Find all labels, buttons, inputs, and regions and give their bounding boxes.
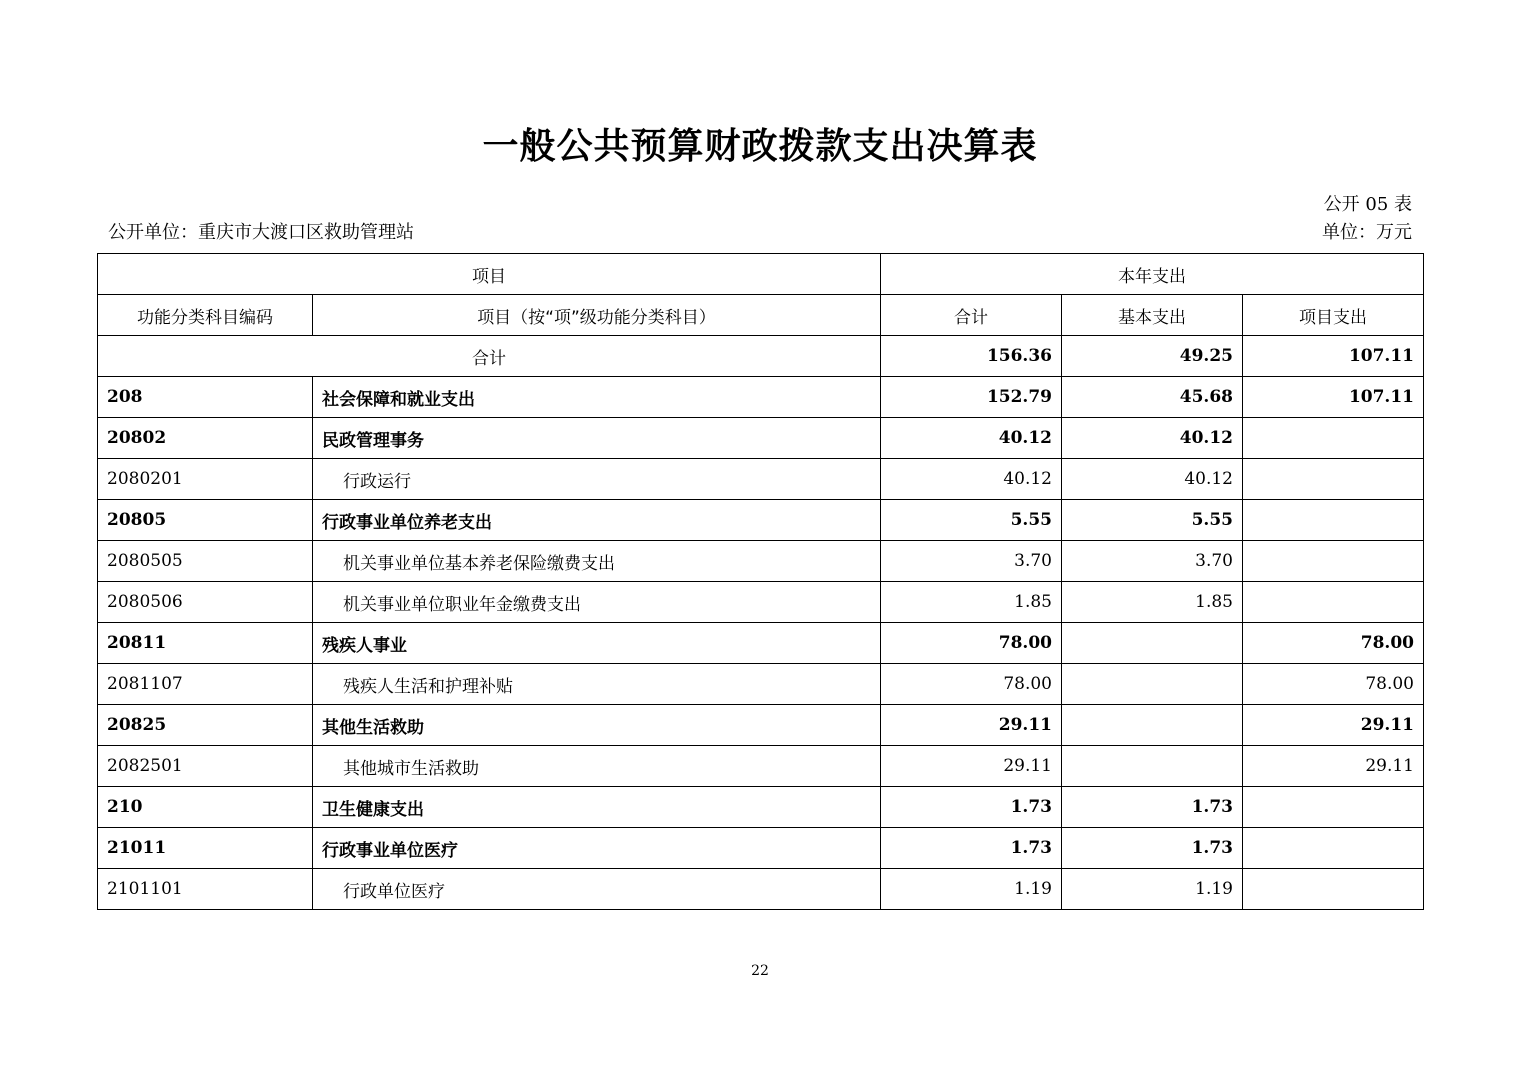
header-name: 项目（按“项”级功能分类科目） [313, 295, 881, 336]
page-title: 一般公共预算财政拨款支出决算表 [482, 126, 1038, 167]
row-code: 2080505 [98, 541, 313, 582]
row-basic: 1.85 [1062, 582, 1243, 623]
table-row [98, 705, 1424, 746]
row-total: 1.73 [881, 828, 1062, 869]
table-row [98, 541, 1424, 582]
table-row [98, 746, 1424, 787]
row-name: 行政事业单位医疗 [313, 828, 881, 869]
row-project: 29.11 [1243, 705, 1424, 746]
row-basic: 1.19 [1062, 869, 1243, 910]
table-row [98, 418, 1424, 459]
row-total: 1.19 [881, 869, 1062, 910]
total-basic: 49.25 [1062, 336, 1243, 377]
row-basic: 5.55 [1062, 500, 1243, 541]
row-total: 78.00 [881, 664, 1062, 705]
row-code: 2082501 [98, 746, 313, 787]
table-row [98, 500, 1424, 541]
row-project: 78.00 [1243, 623, 1424, 664]
row-total: 1.85 [881, 582, 1062, 623]
row-name: 残疾人事业 [313, 623, 881, 664]
row-project [1243, 787, 1424, 828]
header-basic: 基本支出 [1062, 295, 1243, 336]
budget-table [97, 253, 1424, 910]
row-name: 卫生健康支出 [313, 787, 881, 828]
header-item: 项目 [98, 254, 881, 295]
header-row-1 [98, 254, 1424, 295]
row-name: 行政单位医疗 [313, 869, 881, 910]
row-project [1243, 500, 1424, 541]
row-project [1243, 459, 1424, 500]
row-total: 40.12 [881, 459, 1062, 500]
page-number: 22 [751, 963, 769, 979]
table-row [98, 787, 1424, 828]
row-name: 社会保障和就业支出 [313, 377, 881, 418]
row-name: 行政运行 [313, 459, 881, 500]
row-code: 2080201 [98, 459, 313, 500]
row-name: 机关事业单位职业年金缴费支出 [313, 582, 881, 623]
row-code: 20811 [98, 623, 313, 664]
total-label: 合计 [98, 336, 881, 377]
table-row [98, 582, 1424, 623]
row-basic: 40.12 [1062, 459, 1243, 500]
row-name: 其他城市生活救助 [313, 746, 881, 787]
row-total: 40.12 [881, 418, 1062, 459]
organization-label: 公开单位：重庆市大渡口区救助管理站 [108, 222, 414, 243]
row-code: 21011 [98, 828, 313, 869]
row-name: 民政管理事务 [313, 418, 881, 459]
row-basic: 40.12 [1062, 418, 1243, 459]
row-basic: 1.73 [1062, 787, 1243, 828]
row-project: 29.11 [1243, 746, 1424, 787]
row-basic: 45.68 [1062, 377, 1243, 418]
row-basic [1062, 623, 1243, 664]
row-total: 3.70 [881, 541, 1062, 582]
row-basic: 3.70 [1062, 541, 1243, 582]
header-row-2 [98, 295, 1424, 336]
unit-label: 单位：万元 [1322, 222, 1412, 243]
table-body [98, 254, 1424, 910]
row-total: 29.11 [881, 746, 1062, 787]
row-project [1243, 869, 1424, 910]
row-project [1243, 418, 1424, 459]
row-project: 107.11 [1243, 377, 1424, 418]
row-total: 29.11 [881, 705, 1062, 746]
form-number: 公开 05 表 [1323, 194, 1412, 215]
row-basic [1062, 705, 1243, 746]
header-project: 项目支出 [1243, 295, 1424, 336]
row-name: 其他生活救助 [313, 705, 881, 746]
header-code: 功能分类科目编码 [98, 295, 313, 336]
row-total: 1.73 [881, 787, 1062, 828]
table-row [98, 664, 1424, 705]
table-row [98, 869, 1424, 910]
row-project: 78.00 [1243, 664, 1424, 705]
row-code: 20805 [98, 500, 313, 541]
row-code: 210 [98, 787, 313, 828]
row-total: 152.79 [881, 377, 1062, 418]
table-row [98, 623, 1424, 664]
row-basic [1062, 746, 1243, 787]
table-row [98, 828, 1424, 869]
total-project: 107.11 [1243, 336, 1424, 377]
row-code: 2081107 [98, 664, 313, 705]
table-row [98, 459, 1424, 500]
row-name: 机关事业单位基本养老保险缴费支出 [313, 541, 881, 582]
row-code: 2101101 [98, 869, 313, 910]
row-code: 2080506 [98, 582, 313, 623]
row-basic [1062, 664, 1243, 705]
header-current-year: 本年支出 [881, 254, 1424, 295]
row-basic: 1.73 [1062, 828, 1243, 869]
row-name: 行政事业单位养老支出 [313, 500, 881, 541]
row-name: 残疾人生活和护理补贴 [313, 664, 881, 705]
header-total: 合计 [881, 295, 1062, 336]
row-project [1243, 582, 1424, 623]
row-project [1243, 541, 1424, 582]
row-code: 20802 [98, 418, 313, 459]
row-code: 208 [98, 377, 313, 418]
total-row [98, 336, 1424, 377]
total-total: 156.36 [881, 336, 1062, 377]
row-code: 20825 [98, 705, 313, 746]
row-total: 5.55 [881, 500, 1062, 541]
row-project [1243, 828, 1424, 869]
table-row [98, 377, 1424, 418]
row-total: 78.00 [881, 623, 1062, 664]
